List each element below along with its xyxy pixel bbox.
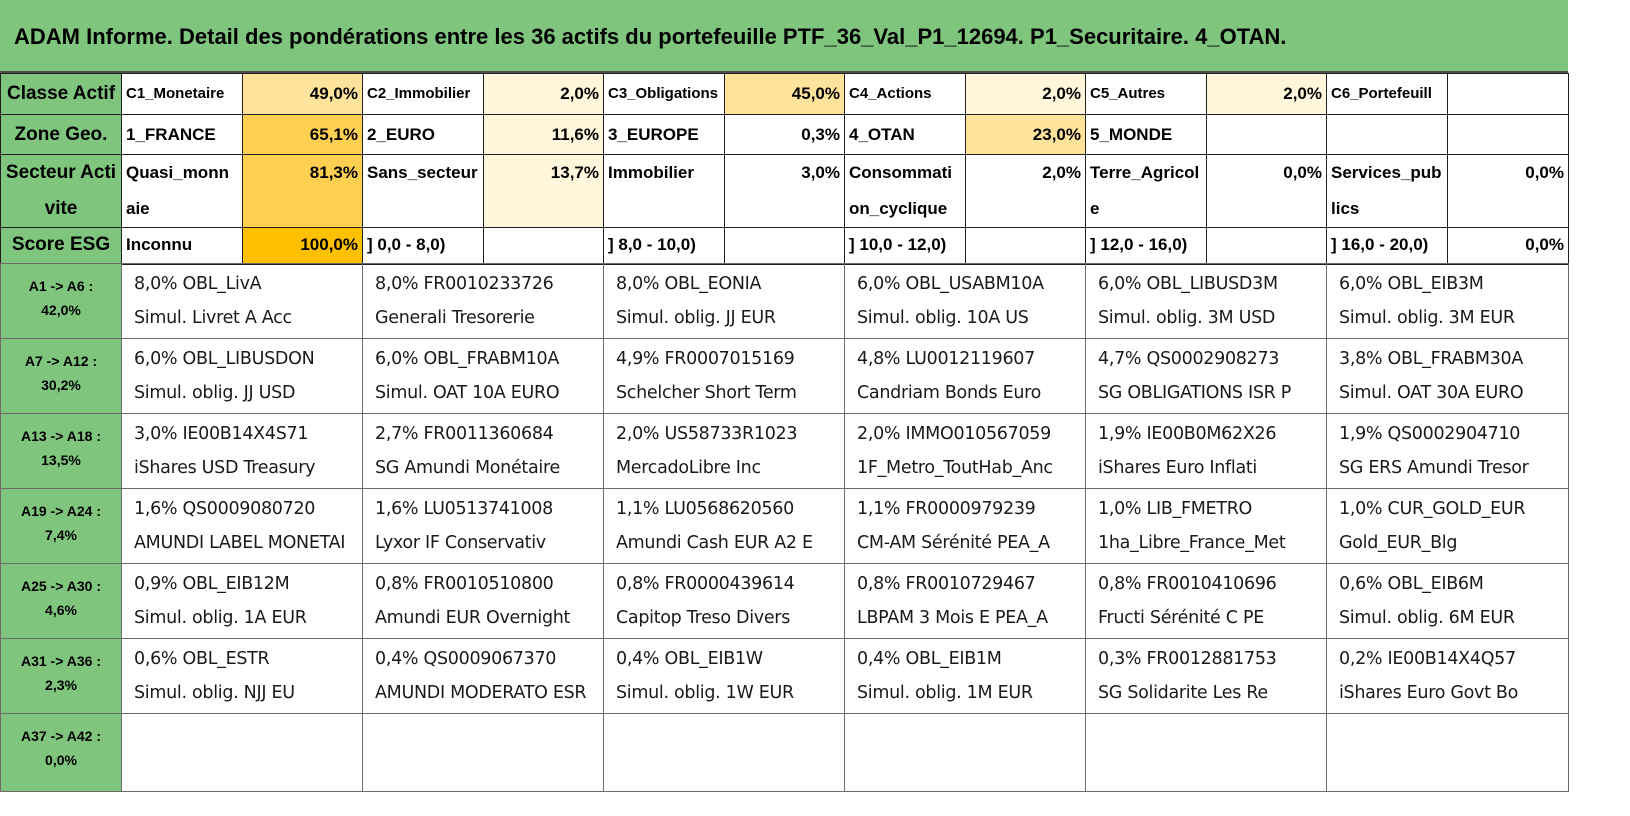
summary-value: 3,0% [725, 155, 845, 228]
asset-cell [122, 339, 363, 414]
asset-range-total: 4,6% [45, 602, 77, 618]
asset-name: Amundi EUR Overnight [375, 608, 571, 628]
asset-cell [122, 639, 363, 714]
summary-label: 2_EURO [363, 115, 484, 155]
asset-name: Simul. OAT 30A EURO [1339, 383, 1524, 403]
asset-cell [122, 264, 363, 339]
summary-label: C5_Autres [1086, 74, 1207, 115]
asset-range-cell [1, 414, 122, 489]
asset-cell [122, 489, 363, 564]
asset-cell [845, 564, 1086, 639]
asset-range-cell [1, 639, 122, 714]
summary-label: ] 12,0 - 16,0) [1086, 228, 1207, 264]
asset-name: SG ERS Amundi Tresor [1339, 458, 1529, 478]
summary-row-header: Zone Geo. [1, 115, 122, 155]
asset-weight-code: 1,1% LU0568620560 [616, 499, 794, 519]
asset-name [134, 754, 362, 788]
asset-name: 1F_Metro_ToutHab_Anc [857, 458, 1053, 478]
summary-value: 2,0% [966, 155, 1086, 228]
asset-row [1, 264, 1569, 339]
asset-cell [363, 714, 604, 792]
asset-range-label: A13 -> A18 : [20, 428, 101, 444]
asset-weight-code: 1,6% QS0009080720 [134, 499, 316, 519]
asset-weight-code: 1,0% CUR_GOLD_EUR [1339, 499, 1526, 519]
asset-range-label: A19 -> A24 : [20, 503, 101, 519]
summary-value [1207, 115, 1327, 155]
asset-weight-code: 2,0% US58733R1023 [616, 424, 798, 444]
asset-range-cell [1, 714, 122, 792]
asset-weight-code: 1,9% IE00B0M62X26 [1098, 424, 1277, 444]
asset-cell [1327, 264, 1569, 339]
asset-range-label: A7 -> A12 : [24, 353, 98, 369]
asset-weight-code [375, 720, 603, 754]
asset-weight-code: 4,8% LU0012119607 [857, 349, 1035, 369]
asset-cell [604, 639, 845, 714]
summary-label: 4_OTAN [845, 115, 966, 155]
summary-value: 65,1% [243, 115, 363, 155]
summary-label: Consommation_cyclique [845, 155, 966, 228]
asset-name: SG Solidarite Les Re [1098, 683, 1268, 703]
asset-weight-code: 8,0% OBL_EONIA [616, 274, 762, 294]
summary-label: Quasi_monnaie [122, 155, 243, 228]
asset-cell [1086, 489, 1327, 564]
asset-cell [845, 639, 1086, 714]
asset-name: Gold_EUR_Blg [1339, 533, 1458, 553]
asset-weight-code: 1,6% LU0513741008 [375, 499, 553, 519]
summary-value: 11,6% [484, 115, 604, 155]
asset-cell [1327, 564, 1569, 639]
asset-cell [122, 714, 363, 792]
asset-range-label: A37 -> A42 : [20, 728, 101, 744]
asset-weight-code: 0,4% QS0009067370 [375, 649, 557, 669]
asset-name: Simul. oblig. 6M EUR [1339, 608, 1515, 628]
asset-weight-code: 0,6% OBL_EIB6M [1339, 574, 1484, 594]
asset-weight-code: 0,4% OBL_EIB1M [857, 649, 1002, 669]
summary-row-header: Secteur Activite [1, 155, 122, 228]
asset-range-label: A31 -> A36 : [20, 653, 101, 669]
asset-weight-code: 6,0% OBL_EIB3M [1339, 274, 1484, 294]
summary-value: 45,0% [725, 74, 845, 115]
asset-range-total: 42,0% [41, 302, 81, 318]
asset-weight-code: 0,2% IE00B14X4Q57 [1339, 649, 1516, 669]
asset-name: LBPAM 3 Mois E PEA_A [857, 608, 1048, 628]
asset-range-cell [1, 489, 122, 564]
asset-cell [845, 264, 1086, 339]
asset-weight-code: 1,1% FR0000979239 [857, 499, 1036, 519]
asset-weight-code: 4,9% FR0007015169 [616, 349, 795, 369]
asset-cell [122, 414, 363, 489]
asset-weight-code: 0,8% FR0000439614 [616, 574, 795, 594]
asset-name [857, 754, 1085, 788]
asset-name: SG OBLIGATIONS ISR P [1098, 383, 1292, 403]
summary-row [1, 74, 1569, 115]
asset-cell [1327, 339, 1569, 414]
asset-cell [363, 564, 604, 639]
asset-weight-code: 0,3% FR0012881753 [1098, 649, 1277, 669]
asset-name: Generali Tresorerie [375, 308, 535, 328]
asset-range-total: 0,0% [45, 752, 77, 768]
asset-weight-code: 6,0% OBL_FRABM10A [375, 349, 560, 369]
asset-name: Simul. oblig. 3M USD [1098, 308, 1276, 328]
asset-weight-code: 0,4% OBL_EIB1W [616, 649, 763, 669]
summary-value: 81,3% [243, 155, 363, 228]
asset-name: Simul. oblig. 1A EUR [134, 608, 307, 628]
summary-row-header: Score ESG [1, 228, 122, 264]
asset-cell [1327, 714, 1569, 792]
summary-value: 23,0% [966, 115, 1086, 155]
asset-name: SG Amundi Monétaire [375, 458, 560, 478]
asset-range-label: A25 -> A30 : [20, 578, 101, 594]
asset-row [1, 339, 1569, 414]
summary-value [484, 228, 604, 264]
asset-weight-code: 0,8% FR0010410696 [1098, 574, 1277, 594]
asset-name: Simul. oblig. NJJ EU [134, 683, 295, 703]
asset-row [1, 639, 1569, 714]
asset-name [616, 754, 844, 788]
asset-name: Simul. Livret A Acc [134, 308, 292, 328]
summary-label: 1_FRANCE [122, 115, 243, 155]
summary-value [1448, 74, 1569, 115]
summary-label: 5_MONDE [1086, 115, 1207, 155]
asset-name: Capitop Treso Divers [616, 608, 791, 628]
summary-label: C3_Obligations [604, 74, 725, 115]
summary-label: C1_Monetaire [122, 74, 243, 115]
asset-row [1, 714, 1569, 792]
asset-cell [363, 489, 604, 564]
summary-value: 2,0% [1207, 74, 1327, 115]
asset-cell [1086, 714, 1327, 792]
summary-table [0, 73, 1569, 265]
asset-weight-code: 1,9% QS0002904710 [1339, 424, 1521, 444]
asset-name: Simul. oblig. 1M EUR [857, 683, 1033, 703]
asset-weight-code: 2,0% IMMO010567059 [857, 424, 1051, 444]
summary-label: C2_Immobilier [363, 74, 484, 115]
asset-weight-code: 8,0% FR0010233726 [375, 274, 554, 294]
asset-row [1, 489, 1569, 564]
asset-name: AMUNDI LABEL MONETAI [134, 533, 346, 553]
summary-label: ] 8,0 - 10,0) [604, 228, 725, 264]
asset-cell [845, 414, 1086, 489]
asset-range-cell [1, 264, 122, 339]
asset-weight-code [857, 720, 1085, 754]
summary-row [1, 115, 1569, 155]
asset-weight-code [1098, 720, 1326, 754]
summary-label: Immobilier [604, 155, 725, 228]
asset-name [1339, 754, 1568, 788]
summary-value [725, 228, 845, 264]
report-title: ADAM Informe. Detail des pondérations entre les 36 actifs du portefeuille PTF_36_Val_P1_12694. P1_Securitaire. 4_OTAN. [0, 0, 1568, 73]
summary-label: Services_publics [1327, 155, 1448, 228]
asset-weight-code: 8,0% OBL_LivA [134, 274, 262, 294]
asset-row [1, 414, 1569, 489]
summary-value: 2,0% [966, 74, 1086, 115]
asset-cell [1086, 339, 1327, 414]
summary-label: 3_EUROPE [604, 115, 725, 155]
asset-name: Simul. oblig. 10A US [857, 308, 1029, 328]
asset-weight-code [134, 720, 362, 754]
summary-row [1, 228, 1569, 264]
asset-range-cell [1, 339, 122, 414]
asset-name: AMUNDI MODERATO ESR [375, 683, 587, 703]
asset-cell [845, 339, 1086, 414]
asset-name: Fructi Sérénité C PE [1098, 608, 1264, 628]
summary-label: C4_Actions [845, 74, 966, 115]
asset-name: Simul. OAT 10A EURO [375, 383, 560, 403]
asset-weight-code: 6,0% OBL_LIBUSD3M [1098, 274, 1278, 294]
asset-range-total: 2,3% [45, 677, 77, 693]
asset-name: Lyxor IF Conservativ [375, 533, 546, 553]
asset-cell [1086, 564, 1327, 639]
asset-cell [1086, 264, 1327, 339]
asset-weight-code: 0,6% OBL_ESTR [134, 649, 270, 669]
asset-range-cell [1, 564, 122, 639]
asset-range-total: 30,2% [41, 377, 81, 393]
summary-label: Inconnu [122, 228, 243, 264]
asset-weight-code: 0,8% FR0010510800 [375, 574, 554, 594]
summary-value: 0,0% [1207, 155, 1327, 228]
asset-cell [122, 564, 363, 639]
summary-value: 0,0% [1448, 228, 1569, 264]
asset-weight-code: 6,0% OBL_LIBUSDON [134, 349, 315, 369]
asset-weight-code [616, 720, 844, 754]
asset-weight-code: 0,9% OBL_EIB12M [134, 574, 290, 594]
asset-weight-code: 3,0% IE00B14X4S71 [134, 424, 309, 444]
asset-name: iShares Euro Inflati [1098, 458, 1257, 478]
asset-name: Simul. oblig. 3M EUR [1339, 308, 1515, 328]
summary-row [1, 155, 1569, 228]
asset-name [375, 754, 603, 788]
summary-value: 2,0% [484, 74, 604, 115]
asset-cell [363, 414, 604, 489]
asset-name: Simul. oblig. 1W EUR [616, 683, 794, 703]
asset-weight-code: 4,7% QS0002908273 [1098, 349, 1280, 369]
asset-weight-code: 0,8% FR0010729467 [857, 574, 1036, 594]
summary-row-header: Classe Actif [1, 74, 122, 115]
summary-label: Terre_Agricole [1086, 155, 1207, 228]
summary-value: 49,0% [243, 74, 363, 115]
summary-label: C6_Portefeuill [1327, 74, 1448, 115]
asset-cell [1086, 639, 1327, 714]
asset-weight-code: 2,7% FR0011360684 [375, 424, 554, 444]
summary-label: ] 10,0 - 12,0) [845, 228, 966, 264]
asset-cell [1327, 639, 1569, 714]
summary-value [1448, 115, 1569, 155]
asset-weight-code: 6,0% OBL_USABM10A [857, 274, 1044, 294]
asset-cell [363, 639, 604, 714]
asset-cell [845, 714, 1086, 792]
summary-label: ] 0,0 - 8,0) [363, 228, 484, 264]
asset-row [1, 564, 1569, 639]
summary-value: 13,7% [484, 155, 604, 228]
asset-cell [604, 414, 845, 489]
summary-value [1207, 228, 1327, 264]
asset-range-label: A1 -> A6 : [28, 278, 94, 294]
asset-name: MercadoLibre Inc [616, 458, 761, 478]
asset-weight-code: 3,8% OBL_FRABM30A [1339, 349, 1524, 369]
asset-name: iShares USD Treasury [134, 458, 316, 478]
asset-cell [604, 564, 845, 639]
asset-name [1098, 754, 1326, 788]
asset-name: iShares Euro Govt Bo [1339, 683, 1519, 703]
asset-name: CM-AM Sérénité PEA_A [857, 533, 1050, 553]
asset-weights-table [0, 263, 1569, 792]
asset-cell [604, 714, 845, 792]
asset-name: 1ha_Libre_France_Met [1098, 533, 1286, 553]
asset-name: Schelcher Short Term [616, 383, 797, 403]
asset-name: Amundi Cash EUR A2 E [616, 533, 813, 553]
asset-cell [1327, 414, 1569, 489]
asset-cell [1086, 414, 1327, 489]
asset-cell [604, 489, 845, 564]
summary-label: ] 16,0 - 20,0) [1327, 228, 1448, 264]
asset-name: Simul. oblig. JJ EUR [616, 308, 776, 328]
asset-cell [604, 264, 845, 339]
summary-value: 100,0% [243, 228, 363, 264]
asset-weight-code [1339, 720, 1568, 754]
asset-cell [363, 264, 604, 339]
summary-label: Sans_secteur [363, 155, 484, 228]
asset-range-total: 13,5% [41, 452, 81, 468]
asset-weight-code: 1,0% LIB_FMETRO [1098, 499, 1253, 519]
asset-cell [363, 339, 604, 414]
asset-cell [604, 339, 845, 414]
asset-name: Candriam Bonds Euro [857, 383, 1042, 403]
summary-value: 0,0% [1448, 155, 1569, 228]
summary-value [966, 228, 1086, 264]
asset-cell [1327, 489, 1569, 564]
summary-label [1327, 115, 1448, 155]
asset-cell [845, 489, 1086, 564]
summary-value: 0,3% [725, 115, 845, 155]
asset-name: Simul. oblig. JJ USD [134, 383, 296, 403]
asset-range-total: 7,4% [45, 527, 77, 543]
